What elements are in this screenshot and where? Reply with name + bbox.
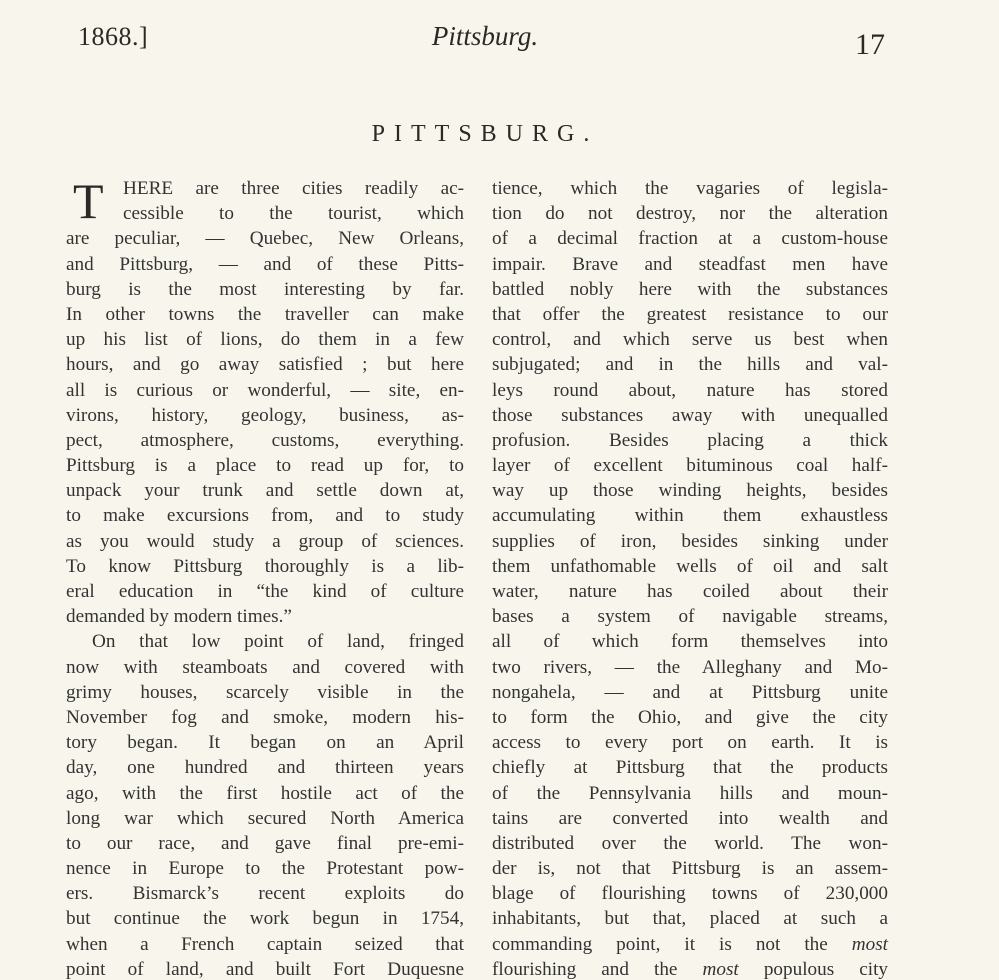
text-line: unpack your trunk and settle down at, [66,480,464,502]
text-line: all is curious or wonderful, — site, en- [66,379,464,401]
text-line: virons, history, geology, business, as- [66,404,464,426]
text-line: way up those winding heights, besides [492,480,888,502]
text-line: profusion. Besides placing a thick [492,429,888,451]
text-line: access to every port on earth. It is [492,732,888,754]
text-line: now with steamboats and covered with [66,656,464,678]
text-line: impair. Brave and steadfast men have [492,253,888,275]
text-line: of a decimal fraction at a custom-house [492,228,888,250]
text-line: tory began. It began on an April [66,732,464,754]
text-line: bases a system of navigable streams, [492,606,888,628]
text-line: accumulating within them exhaustless [492,505,888,527]
text-line: blage of flourishing towns of 230,000 [492,883,888,905]
text-fragment: flourishing and the [492,958,703,980]
text-line: control, and which serve us best when [492,329,888,351]
text-line: nence in Europe to the Protestant pow- [66,858,464,880]
text-line: hours, and go away satisfied ; but here [66,354,464,376]
text-line: that offer the greatest resistance to our [492,303,888,325]
text-line: two rivers, — the Alleghany and Mo- [492,656,888,678]
text-line: nongahela, — and at Pittsburg unite [492,681,888,703]
text-fragment: commanding point, it is not the [492,933,852,955]
text-line: but continue the work begun in 1754, [66,908,464,930]
text-line: layer of excellent bituminous coal half- [492,455,888,477]
text-line: those substances away with unequalled [492,404,888,426]
text-line: day, one hundred and thirteen years [66,757,464,779]
page-number: 17 [855,28,885,61]
text-line: Pittsburg is a place to read up for, to [66,455,464,477]
text-line: are peculiar, — Quebec, New Orleans, [66,228,464,250]
text-line: subjugated; and in the hills and val- [492,354,888,376]
text-line: supplies of iron, besides sinking under [492,530,888,552]
text-line: and Pittsburg, — and of these Pitts- [66,253,464,275]
text-line: demanded by modern times.” [66,606,292,628]
text-line: distributed over the world. The won- [492,832,888,854]
text-line [492,932,888,957]
running-title: Pittsburg. [431,21,539,51]
text-line: tains are converted into wealth and [492,807,888,829]
text-line: all of which form themselves into [492,631,888,653]
text-line: On that low point of land, fringed [92,631,464,653]
text-line: ago, with the first hostile act of the [66,782,464,804]
text-line: when a French captain seized that [66,933,464,955]
text-line: ers. Bismarck’s recent exploits do [66,883,464,905]
text-line: cessible to the tourist, which [123,203,464,225]
text-line: to our race, and gave final pre-emi- [66,832,464,854]
text-line: long war which secured North America [66,807,464,829]
right-column [492,176,888,980]
running-header [0,12,999,62]
text-fragment: populous city [738,958,888,980]
issue-year: 1868.] [78,22,149,51]
text-line: In other towns the traveller can make [66,303,464,325]
text-line: November fog and smoke, modern his- [66,706,464,728]
text-line: pect, atmosphere, customs, everything. [66,429,464,451]
text-line: as you would study a group of sciences. [66,530,464,552]
emphasis: most [702,958,739,980]
text-line: inhabitants, but that, placed at such a [492,908,888,930]
text-line [492,957,888,980]
text-line: To know Pittsburg thoroughly is a lib- [66,555,464,577]
text-line: to make excursions from, and to study [66,505,464,527]
text-line: to form the Ohio, and give the city [492,706,888,728]
text-line: battled nobly here with the substances [492,278,888,300]
article-title: PITTSBURG. [371,121,599,147]
emphasis: most [851,933,888,955]
text-line: der is, not that Pittsburg is an assem- [492,858,888,880]
text-line: point of land, and built Fort Duquesne [66,958,464,980]
text-line: of the Pennsylvania hills and moun- [492,782,888,804]
text-line: them unfathomable wells of oil and salt [492,555,888,577]
text-line: up his list of lions, do them in a few [66,329,464,351]
drop-cap: T [73,173,104,229]
text-line: burg is the most interesting by far. [66,278,464,300]
text-line: tion do not destroy, nor the alteration [492,203,888,225]
text-line: water, nature has coiled about their [492,581,888,602]
text-line: leys round about, nature has stored [492,379,888,401]
text-line: grimy houses, scarcely visible in the [66,681,464,703]
text-line: HERE are three cities readily ac- [123,178,464,199]
left-column [66,173,464,980]
text-line: chiefly at Pittsburg that the products [492,757,888,779]
text-line: tience, which the vagaries of legisla- [492,178,888,199]
text-line: eral education in “the kind of culture [66,581,464,602]
